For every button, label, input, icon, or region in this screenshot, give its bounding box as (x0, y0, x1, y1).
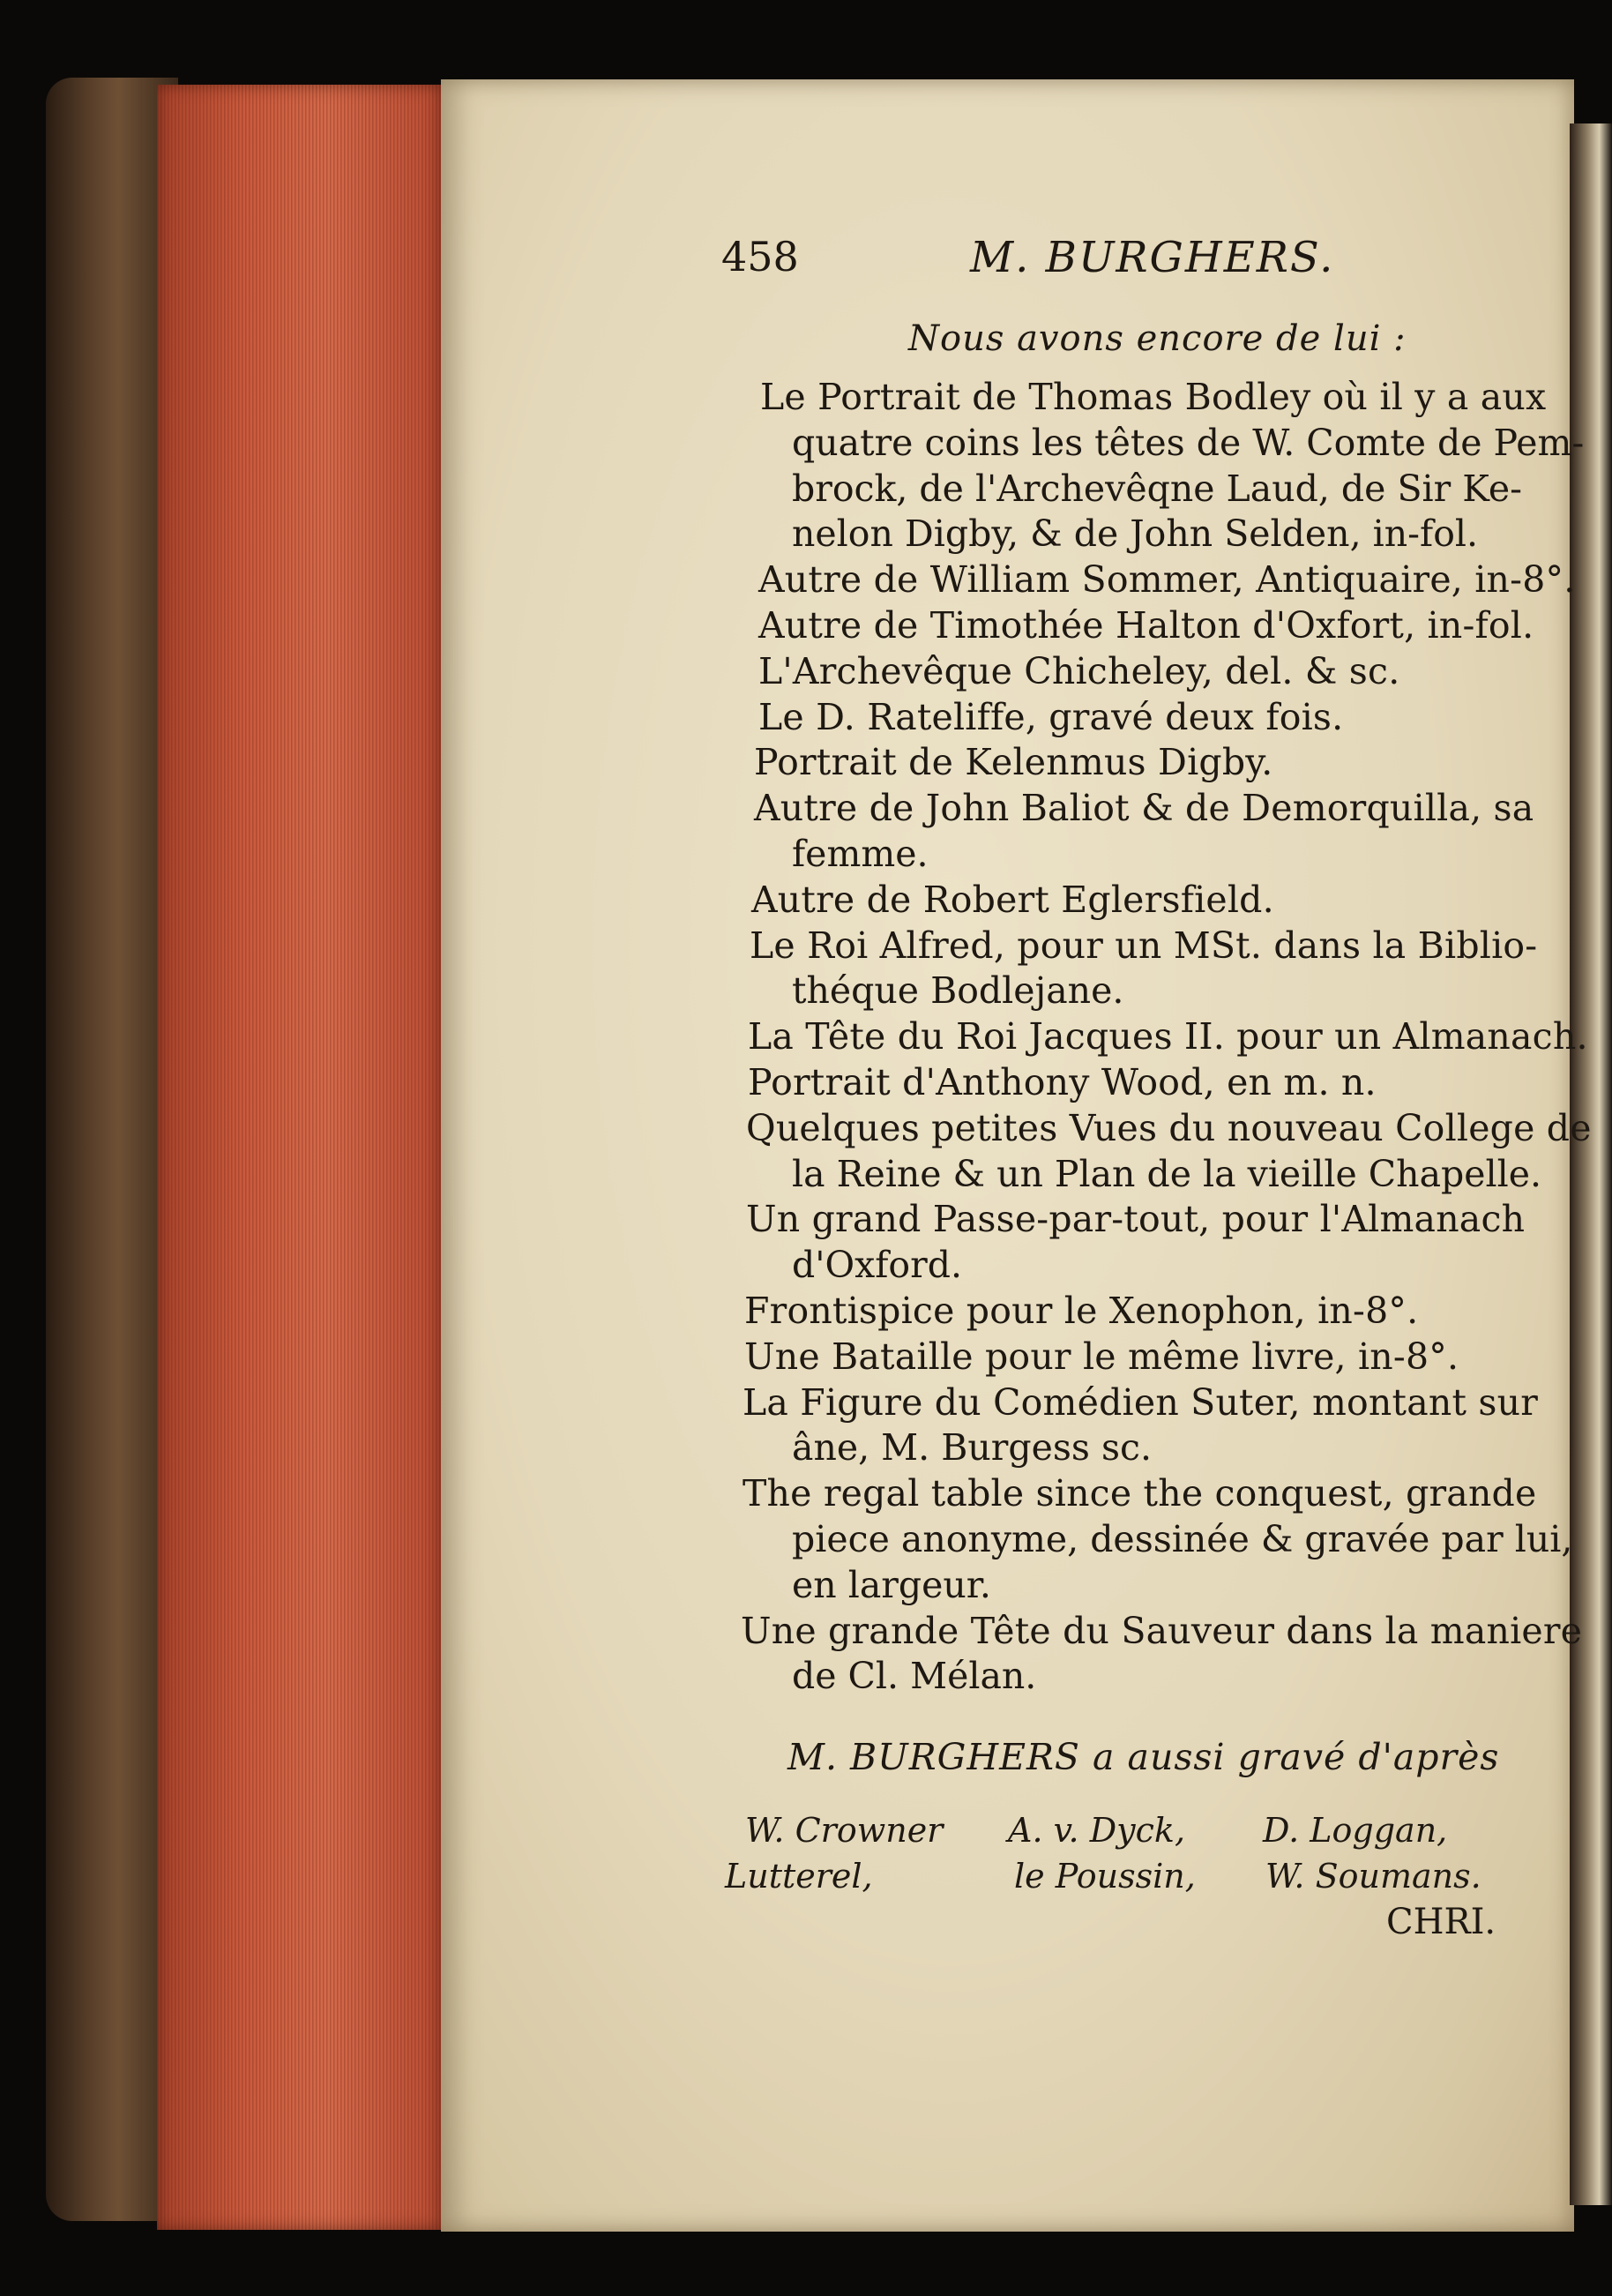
entry-continuation-line: de Cl. Mélan. (792, 1655, 1037, 1697)
artist-name: A. v. Dyck, (1008, 1811, 1186, 1850)
entry-line: Autre de Timothée Halton d'Oxfort, in-fol. (758, 604, 1534, 647)
running-head: M. BURGHERS. (970, 233, 1335, 282)
artist-name: Lutterel, (725, 1857, 873, 1896)
entry-continuation-line: la Reine & un Plan de la vieille Chapelle. (792, 1153, 1542, 1195)
entry-continuation-line: femme. (792, 833, 929, 875)
catchword: CHRI. (1386, 1902, 1496, 1942)
entry-line: La Figure du Comédien Suter, montant sur (743, 1381, 1538, 1424)
artist-name: W. Crowner (745, 1811, 944, 1850)
entry-line: L'Archevêque Chicheley, del. & sc. (758, 650, 1400, 692)
entry-line: La Tête du Roi Jacques II. pour un Almanach. (748, 1015, 1588, 1058)
entry-line: Autre de John Baliot & de Demorquilla, sa (754, 787, 1534, 829)
entry-continuation-line: en largeur. (792, 1564, 991, 1606)
entry-line: Le Roi Alfred, pour un MSt. dans la Biblio- (750, 924, 1538, 967)
artist-name: D. Loggan, (1263, 1811, 1448, 1850)
entry-line: Autre de William Sommer, Antiquaire, in-8°. (758, 558, 1576, 601)
entry-continuation-line: piece anonyme, dessinée & gravée par lui, (792, 1518, 1573, 1560)
entry-line: Le Portrait de Thomas Bodley où il y a aux (760, 376, 1547, 418)
entry-line: Autre de Robert Eglersfield. (751, 879, 1274, 921)
entry-continuation-line: d'Oxford. (792, 1244, 962, 1286)
artist-name: le Poussin, (1014, 1857, 1196, 1896)
page-number: 458 (721, 233, 799, 280)
entry-continuation-line: brock, de l'Archevêqne Laud, de Sir Ke- (792, 467, 1522, 510)
entry-line: Frontispice pour le Xenophon, in-8°. (744, 1290, 1419, 1332)
entry-line: Portrait d'Anthony Wood, en m. n. (748, 1061, 1377, 1103)
entry-line: Quelques petites Vues du nouveau College de (746, 1107, 1592, 1149)
entry-line: Portrait de Kelenmus Digby. (754, 741, 1273, 783)
entry-continuation-line: théque Bodlejane. (792, 969, 1124, 1012)
section-intro: Nous avons encore de lui : (908, 318, 1407, 359)
artist-name: W. Soumans. (1265, 1857, 1481, 1896)
entry-continuation-line: quatre coins les têtes de W. Comte de Pem- (792, 422, 1585, 464)
entry-line: Le D. Rateliffe, gravé deux fois. (758, 696, 1344, 738)
entry-line: Une grande Tête du Sauveur dans la maniere (741, 1610, 1583, 1652)
red-page-edges (157, 85, 441, 2230)
entry-line: Une Bataille pour le même livre, in-8°. (744, 1335, 1459, 1378)
entry-line: Un grand Passe-par-tout, pour l'Almanach (746, 1198, 1526, 1240)
entry-line: The regal table since the conquest, grande (743, 1472, 1537, 1514)
credits-heading: M. BURGHERS a aussi gravé d'après (787, 1736, 1500, 1778)
entry-continuation-line: âne, M. Burgess sc. (792, 1426, 1153, 1469)
entry-continuation-line: nelon Digby, & de John Selden, in-fol. (792, 512, 1479, 555)
